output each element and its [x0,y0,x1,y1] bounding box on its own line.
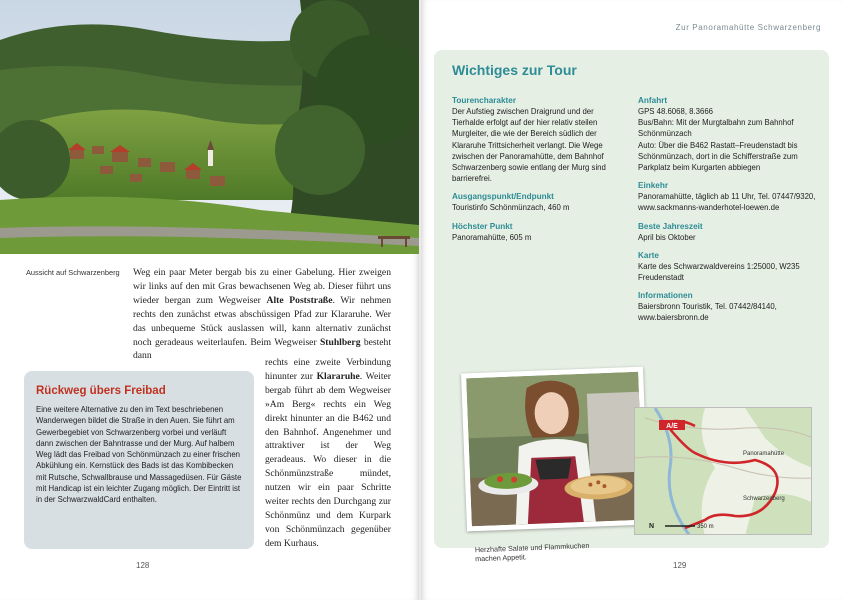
running-head: Zur Panoramahütte Schwarzenberg [675,23,821,32]
tour-info-column-left [452,96,620,251]
map-scale-label: 350 m [697,524,714,530]
sidebar-box-title: Rückweg übers Freibad [36,385,166,397]
food-photo-caption: Herzhafte Salate und Flammkuchen machen Appetit. [474,540,590,564]
tour-info-title: Wichtiges zur Tour [452,62,577,78]
map-start-label: A/E [666,423,678,430]
valley-photo [0,0,419,254]
signpost-alte-poststrasse: Alte Poststraße [266,294,333,306]
section-text: Panoramahütte, 605 m [452,232,532,242]
section-text: Karte des Schwarzwaldvereins 1:25000, W235 Freudenstadt [638,261,800,283]
sidebar-box-text: Eine weitere Alternative zu den im Text beschriebenen Wanderwegen bildet die Straße in den Auen. Sie führt am Gewerbegebiet von Schwarzenberg vorbei und verläuft dann zwischen der Bahntrasse und der Murg. Auf halbem Weg lädt das Freibad von Schönmünzach zu einer frischen Abkühlung ein. Kernstück des Bads ist das Kombibecken mit Rutsche, Schwallbrause und Massagedüsen. Für Gäste mit Handicap ist ein leichter Zugang möglich. Der Eintritt ist in der SchwarzwaldCard enthalten. [36,405,242,505]
section-informationen [638,291,820,323]
section-text: April bis Oktober [638,232,696,242]
main-text-column [265,356,391,551]
signpost-klararuhe: Klararuhe [316,370,360,382]
section-einkehr [638,181,820,213]
intro-text-part: . Wir nehmen rechts den zunächst etwas abschüssigen Pfad zur Klararuhe. Wer das unbequeme Stück auslassen will, kann alternativ zunächst noch geradeaus weiterlaufen. Beim Wegweiser [133,294,391,348]
section-heading: Ausgangspunkt/Endpunkt [452,192,554,202]
section-hoechster-punkt [452,222,620,243]
route-map [634,407,812,535]
section-karte [638,251,820,283]
tour-info-panel [434,50,829,564]
section-heading: Anfahrt [638,96,668,105]
section-heading: Informationen [638,291,693,301]
main-text-intro [133,266,391,363]
map-north-label: N [649,523,655,530]
column-text-part: . Weiter bergab führt ab dem Wegweiser »Am Berg« rechts ein Weg direkt hinunter an die B462 und den Bahnhof. Angenehmer und attraktiver ist der Weg geradeaus. Wo dieser in die Schönmünzstraße mündet, nutzen wir ein paar Schritte weiter rechts den Durchgang zur Schönmünz und dem Kurpark von Schönmünzach gegenüber dem Kurhaus. [265,370,391,549]
sidebar-box-freibad [24,371,254,549]
section-text: Der Aufstieg zwischen Draigrund und der Tierhalde erfolgt auf der hier relativ steilen Murgleiter, die wie der Bereich südlich der Klararuhe Trittsicherheit verlangt. Die Wege zwischen der Panoramahütte, dem Bahnhof Schwarzenberg sowie entlang der Murg sind barrierefrei. [452,107,606,184]
section-heading: Höchster Punkt [452,221,513,231]
section-heading: Karte [638,250,659,260]
section-heading: Tourencharakter [452,96,517,105]
left-page [0,0,419,600]
signpost-stuhlberg: Stuhlberg [319,336,361,348]
section-text: Panoramahütte, täglich ab 11 Uhr, Tel. 07447/9320, www.sackmanns-wanderhotel-loewen.de [638,192,816,213]
map-place-label: Schwarzenberg [743,496,785,502]
page-number-left: 128 [136,561,150,570]
section-text: Baiersbronn Touristik, Tel. 07442/84140, www.baiersbronn.de [638,302,777,323]
waitress-photo [461,367,649,532]
intro-text-part: besteht dann [133,336,392,362]
section-tourencharakter [452,96,620,184]
section-ausgangspunkt [452,192,620,213]
section-text: Touristinfo Schönmünzach, 460 m [452,203,570,213]
section-text: GPS 48.6068, 8.3666 Bus/Bahn: Mit der Murgtalbahn zum Bahnhof Schönmünzach Auto: Über die B462 Rastatt–Freudenstadt bis Schönmünzach, dort in die Schifferstraße zum Parkplatz beim Kurgarten abbiegen [638,107,798,173]
intro-text-part: Weg ein paar Meter bergab bis zu einer Gabelung. Hier zweigen wir links auf den mit Gras bewachsenen Weg ab. Dieser führt uns wieder bergan zum Wegweiser [133,267,391,306]
right-page [421,0,843,600]
column-text-part: rechts eine zweite Verbindung hinunter zur [265,357,391,382]
page-number-right: 129 [673,561,687,570]
section-jahreszeit [638,222,820,243]
valley-photo-caption: Aussicht auf Schwarzenberg [26,268,120,277]
map-hut-label: Panoramahütte [743,451,785,457]
tour-info-column-right [638,96,820,332]
section-heading: Einkehr [638,181,669,191]
section-heading: Beste Jahreszeit [638,221,703,231]
section-anfahrt [638,96,820,173]
